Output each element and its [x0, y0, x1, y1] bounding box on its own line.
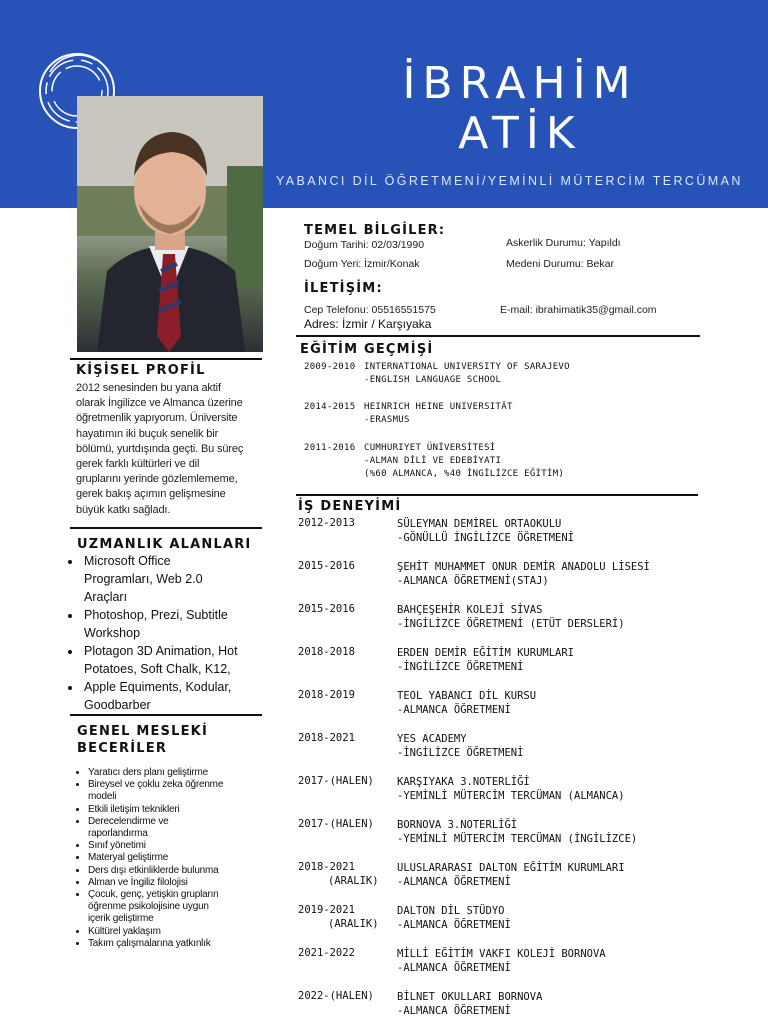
divider: [296, 335, 700, 337]
divider: [70, 714, 262, 716]
edu-years: 2009-2010: [304, 362, 356, 372]
list-item: • Derecelendirme ve raporlandırma: [88, 816, 283, 840]
job-employer: YES ACADEMY: [397, 733, 467, 745]
profile-line: gerek farklı kültürleri ve dil: [76, 458, 200, 471]
divider: [70, 358, 262, 360]
list-item: • Alman ve İngiliz filolojisi: [88, 877, 283, 889]
profile-line: bölümü, yurtdışında geçti. Bu süreç: [76, 442, 244, 455]
address: Adres: İzmir / Karşıyaka: [304, 317, 432, 331]
military-status: Askerlik Durumu: Yapıldı: [506, 237, 621, 249]
job-years: 2018-2018: [298, 646, 355, 658]
job-years: 2015-2016: [298, 603, 355, 615]
job-employer: DALTON DİL STÜDYO: [397, 905, 505, 917]
list-item: • Çocuk, genç, yetişkin grupların öğrenme psikolojisine uygun içerik geliştirme: [88, 889, 283, 926]
list-item: • Materyal geliştirme: [88, 852, 283, 864]
edu-years: 2011-2016: [304, 443, 356, 453]
edu-program: -ERASMUS: [364, 415, 410, 425]
job-years: 2018-2021: [298, 861, 355, 873]
profile-heading: KİŞİSEL PROFİL: [76, 363, 206, 378]
job-years: 2017-(HALEN): [298, 775, 374, 787]
job-employer: MİLLİ EĞİTİM VAKFI KOLEJİ BORNOVA: [397, 948, 606, 960]
job-employer: ERDEN DEMİR EĞİTİM KURUMLARI: [397, 647, 575, 659]
job-years: 2017-(HALEN): [298, 818, 374, 830]
edu-years: 2014-2015: [304, 402, 356, 412]
profile-text: [76, 381, 276, 518]
experience-heading: İŞ DENEYİMİ: [298, 499, 402, 514]
job-role: -YEMİNLİ MÜTERCİM TERCÜMAN (ALMANCA): [397, 790, 625, 802]
profile-line: büyük katkı sağladı.: [76, 503, 171, 516]
job-role: -ALMANCA ÖĞRETMENİ(STAJ): [397, 575, 549, 587]
list-item: • Photoshop, Prezi, Subtitle Workshop: [82, 606, 292, 642]
edu-program: -ALMAN DİLİ VE EDEBİYATI: [364, 456, 502, 466]
job-role: -İNGİLİZCE ÖĞRETMENİ: [397, 661, 524, 673]
job-years: 2012-2013: [298, 517, 355, 529]
profile-line: hayatımın iki buçuk senelik bir: [76, 427, 219, 440]
job-years: 2018-2019: [298, 689, 355, 701]
job-employer: BORNOVA 3.NOTERLİĞİ: [397, 819, 518, 831]
list-item: • Microsoft Office Programları, Web 2.0 Araçları: [82, 552, 292, 606]
name-first: İBRAHİM: [402, 58, 638, 109]
list-item: • Apple Equiments, Kodular, Goodbarber: [82, 678, 292, 714]
job-years: 2015-2016: [298, 560, 355, 572]
job-employer: BİLNET OKULLARI BORNOVA: [397, 991, 543, 1003]
birth-date: Doğum Tarihi: 02/03/1990: [304, 239, 425, 251]
list-item: • Ders dışı etkinliklerde bulunma: [88, 865, 283, 877]
list-item: • Takım çalışmalarına yatkınlık: [88, 938, 283, 950]
edu-school: INTERNATIONAL UNIVERSITY OF SARAJEVO: [364, 362, 570, 372]
job-role: -İNGİLİZCE ÖĞRETMENİ: [397, 747, 524, 759]
profile-line: öğretmenlik yapıyorum. Üniversite: [76, 412, 238, 425]
divider: [296, 494, 698, 496]
marital-status: Medeni Durumu: Bekar: [506, 258, 614, 270]
general-skills-list: [74, 767, 283, 950]
job-employer: ULUSLARARASI DALTON EĞİTİM KURUMLARI: [397, 862, 625, 874]
contact-heading: İLETİŞİM:: [304, 281, 383, 296]
job-employer: ŞEHİT MUHAMMET ONUR DEMİR ANADOLU LİSESİ: [397, 561, 650, 573]
edu-school: CUMHURIYET ÜNİVERSİTESİ: [364, 443, 496, 453]
general-skills-heading-line: BECERİLER: [77, 741, 168, 756]
job-years-note: (ARALIK): [328, 918, 379, 930]
expertise-heading: UZMANLIK ALANLARI: [77, 537, 252, 552]
divider: [70, 527, 262, 529]
basic-info-heading: TEMEL BİLGİLER:: [304, 223, 446, 238]
job-years: 2019-2021: [298, 904, 355, 916]
birth-place: Doğum Yeri: İzmir/Konak: [304, 258, 420, 270]
job-role: -ALMANCA ÖĞRETMENİ: [397, 919, 511, 931]
general-skills-heading: [77, 723, 208, 757]
list-item: • Yaratıcı ders planı geliştirme: [88, 767, 283, 779]
job-role: -İNGİLİZCE ÖĞRETMENİ (ETÜT DERSLERİ): [397, 618, 625, 630]
profile-photo: [77, 96, 263, 352]
job-employer: SÜLEYMAN DEMİREL ORTAOKULU: [397, 518, 562, 530]
profile-line: gruplarını yerinde gözlemlememe,: [76, 473, 238, 486]
job-years: 2022-(HALEN): [298, 990, 374, 1002]
job-role: -ALMANCA ÖĞRETMENİ: [397, 876, 511, 888]
list-item: • Kültürel yaklaşım: [88, 926, 283, 938]
list-item: • Etkili iletişim teknikleri: [88, 804, 283, 816]
job-years: 2021-2022: [298, 947, 355, 959]
job-employer: KARŞIYAKA 3.NOTERLİĞİ: [397, 776, 530, 788]
edu-school: HEINRICH HEINE UNIVERSITÄT: [364, 402, 513, 412]
job-years-note: (ARALIK): [328, 875, 379, 887]
job-role: -ALMANCA ÖĞRETMENİ: [397, 1005, 511, 1017]
general-skills-heading-line: GENEL MESLEKİ: [77, 724, 208, 739]
job-employer: BAHÇEŞEHİR KOLEJİ SİVAS: [397, 604, 543, 616]
job-role: -GÖNÜLLÜ İNGİLİZCE ÖĞRETMENİ: [397, 532, 575, 544]
name-last: ATİK: [458, 108, 582, 159]
job-role: -ALMANCA ÖĞRETMENİ: [397, 704, 511, 716]
profile-line: 2012 senesinden bu yana aktif: [76, 382, 221, 394]
edu-note: (%60 ALMANCA, %40 İNGİLİZCE EĞİTİM): [364, 469, 565, 479]
job-title: YABANCI DİL ÖĞRETMENİ/YEMİNLİ MÜTERCİM TERCÜMAN: [276, 174, 743, 188]
phone: Cep Telefonu: 05516551575: [304, 304, 436, 316]
job-role: -YEMİNLİ MÜTERCİM TERCÜMAN (İNGİLİZCE): [397, 833, 638, 845]
edu-program: -ENGLISH LANGUAGE SCHOOL: [364, 375, 502, 385]
job-years: 2018-2021: [298, 732, 355, 744]
profile-line: gerek bakış açımın gelişmesine: [76, 488, 226, 501]
expertise-list: [62, 552, 292, 714]
list-item: • Plotagon 3D Animation, Hot Potatoes, Soft Chalk, K12,: [82, 642, 292, 678]
job-role: -ALMANCA ÖĞRETMENİ: [397, 962, 511, 974]
list-item: • Bireysel ve çoklu zeka öğrenme modeli: [88, 779, 283, 803]
job-employer: TEOL YABANCI DİL KURSU: [397, 690, 537, 702]
list-item: • Sınıf yönetimi: [88, 840, 283, 852]
email: E-mail: ibrahimatik35@gmail.com: [500, 304, 657, 316]
education-heading: EĞİTİM GEÇMİŞİ: [300, 342, 434, 357]
profile-line: olarak İngilizce ve Almanca üzerine: [76, 397, 243, 410]
